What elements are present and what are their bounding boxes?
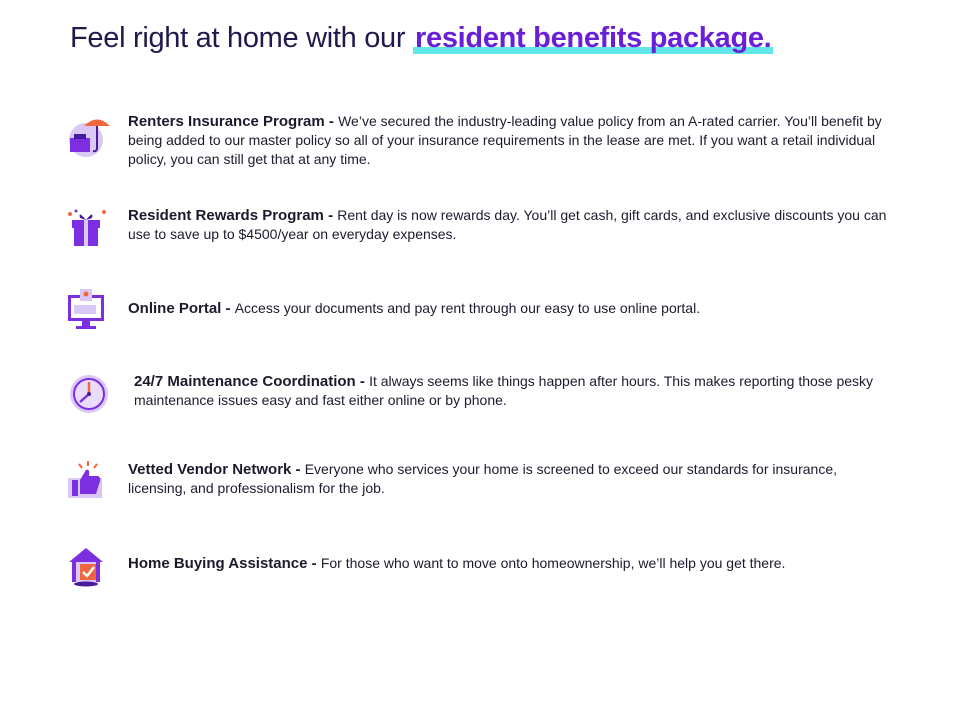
benefit-separator: - [221,300,235,317]
benefit-text [128,460,896,498]
benefit-separator: - [324,113,339,130]
benefit-text [128,554,896,573]
benefit-text [128,206,896,244]
benefit-text [134,372,896,410]
benefit-separator: - [323,207,338,224]
benefit-title: Renters Insurance Program [128,113,325,130]
house-check-icon [66,544,112,590]
benefit-title: Online Portal [128,300,222,317]
gift-icon [66,208,112,254]
benefit-title: Resident Rewards Program [128,207,324,224]
benefit-separator: - [291,461,305,478]
clock-icon [66,372,112,418]
computer-monitor-icon [66,287,112,333]
umbrella-house-icon [66,114,112,160]
benefit-separator: - [307,555,321,572]
headline-lead: Feel right at home with our [70,22,413,54]
benefit-title: 24/7 Maintenance Coordination [134,373,356,390]
benefit-description: We’ve secured the industry-leading value policy from an A-rated carrier. You’ll benefit by being added to our master policy so all of your insurance requirements in the lease are met. If you want a retail individual policy, you can still get that at any time. [128,113,882,167]
benefit-text [128,299,896,318]
benefit-separator: - [355,373,370,390]
benefit-description: Everyone who services your home is screened to exceed our standards for insurance, licensing, and professionalism for the job. [128,461,837,496]
thumbs-up-icon [66,458,112,504]
benefit-title: Home Buying Assistance [128,555,308,572]
benefit-description: Rent day is now rewards day. You’ll get cash, gift cards, and exclusive discounts you can use to save up to $4500/year on everyday expenses. [128,207,887,242]
headline-highlight: resident benefits package. [415,22,772,54]
page-title [70,22,773,55]
benefit-description: It always seems like things happen after hours. This makes reporting those pesky maintenance issues easy and fast either online or by phone. [134,373,874,408]
benefit-description: For those who want to move onto homeownership, we’ll help you get there. [320,555,786,571]
benefit-description: Access your documents and pay rent through our easy to use online portal. [234,300,701,316]
benefit-title: Vetted Vendor Network [128,461,292,478]
benefit-text [128,112,896,169]
